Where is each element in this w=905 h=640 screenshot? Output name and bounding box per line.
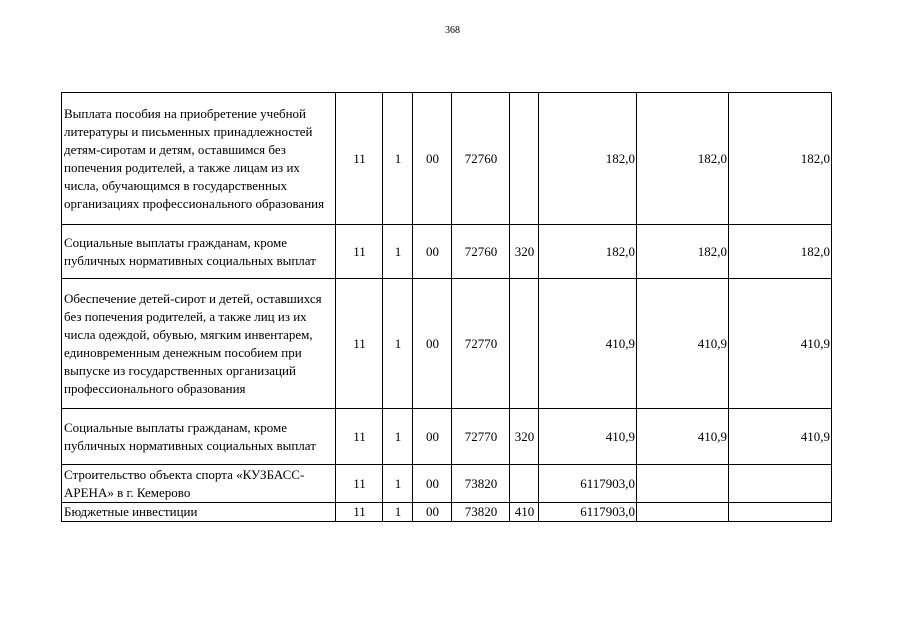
expense-type: 320 <box>510 409 539 465</box>
amount-year-2: 410,9 <box>637 279 729 409</box>
section-code: 11 <box>336 503 383 522</box>
subsection-code: 1 <box>383 225 413 279</box>
expense-type <box>510 93 539 225</box>
target-code: 72760 <box>452 93 510 225</box>
table-row <box>62 279 832 409</box>
table-row <box>62 409 832 465</box>
amount-year-1: 6117903,0 <box>539 465 637 503</box>
amount-year-2: 182,0 <box>637 93 729 225</box>
sub-code: 00 <box>413 503 452 522</box>
amount-year-2: 410,9 <box>637 409 729 465</box>
section-code: 11 <box>336 409 383 465</box>
amount-year-2 <box>637 503 729 522</box>
row-name: Обеспечение детей-сирот и детей, оставшихся без попечения родителей, а также лиц из их числа одеждой, обувью, мягким инвентарем, единовременным денежным пособием при выпуске из государственных организаций профессионального образования <box>62 279 336 409</box>
amount-year-2: 182,0 <box>637 225 729 279</box>
table-row <box>62 503 832 522</box>
amount-year-2 <box>637 465 729 503</box>
section-code: 11 <box>336 465 383 503</box>
target-code: 73820 <box>452 465 510 503</box>
amount-year-1: 410,9 <box>539 279 637 409</box>
target-code: 73820 <box>452 503 510 522</box>
target-code: 72760 <box>452 225 510 279</box>
subsection-code: 1 <box>383 465 413 503</box>
table-row <box>62 465 832 503</box>
sub-code: 00 <box>413 465 452 503</box>
row-name: Социальные выплаты гражданам, кроме публичных нормативных социальных выплат <box>62 225 336 279</box>
section-code: 11 <box>336 279 383 409</box>
table-row <box>62 225 832 279</box>
amount-year-1: 6117903,0 <box>539 503 637 522</box>
subsection-code: 1 <box>383 503 413 522</box>
sub-code: 00 <box>413 93 452 225</box>
target-code: 72770 <box>452 409 510 465</box>
row-name: Выплата пособия на приобретение учебной литературы и письменных принадлежностей детям-сиротам и детям, оставшимся без попечения родителей, а также лицам из их числа, обучающимся в государственных организациях профессионального образования <box>62 93 336 225</box>
subsection-code: 1 <box>383 279 413 409</box>
sub-code: 00 <box>413 409 452 465</box>
amount-year-1: 182,0 <box>539 93 637 225</box>
target-code: 72770 <box>452 279 510 409</box>
amount-year-3 <box>729 465 832 503</box>
table-row <box>62 93 832 225</box>
expense-type: 320 <box>510 225 539 279</box>
row-name: Бюджетные инвестиции <box>62 503 336 522</box>
amount-year-3: 182,0 <box>729 225 832 279</box>
page-number: 368 <box>445 25 460 36</box>
amount-year-1: 410,9 <box>539 409 637 465</box>
section-code: 11 <box>336 225 383 279</box>
expense-type: 410 <box>510 503 539 522</box>
expense-type <box>510 465 539 503</box>
subsection-code: 1 <box>383 93 413 225</box>
row-name: Социальные выплаты гражданам, кроме публичных нормативных социальных выплат <box>62 409 336 465</box>
amount-year-1: 182,0 <box>539 225 637 279</box>
section-code: 11 <box>336 93 383 225</box>
amount-year-3: 182,0 <box>729 93 832 225</box>
sub-code: 00 <box>413 225 452 279</box>
budget-table <box>61 92 832 522</box>
row-name: Строительство объекта спорта «КУЗБАСС-АРЕНА» в г. Кемерово <box>62 465 336 503</box>
subsection-code: 1 <box>383 409 413 465</box>
amount-year-3: 410,9 <box>729 409 832 465</box>
expense-type <box>510 279 539 409</box>
amount-year-3: 410,9 <box>729 279 832 409</box>
amount-year-3 <box>729 503 832 522</box>
sub-code: 00 <box>413 279 452 409</box>
